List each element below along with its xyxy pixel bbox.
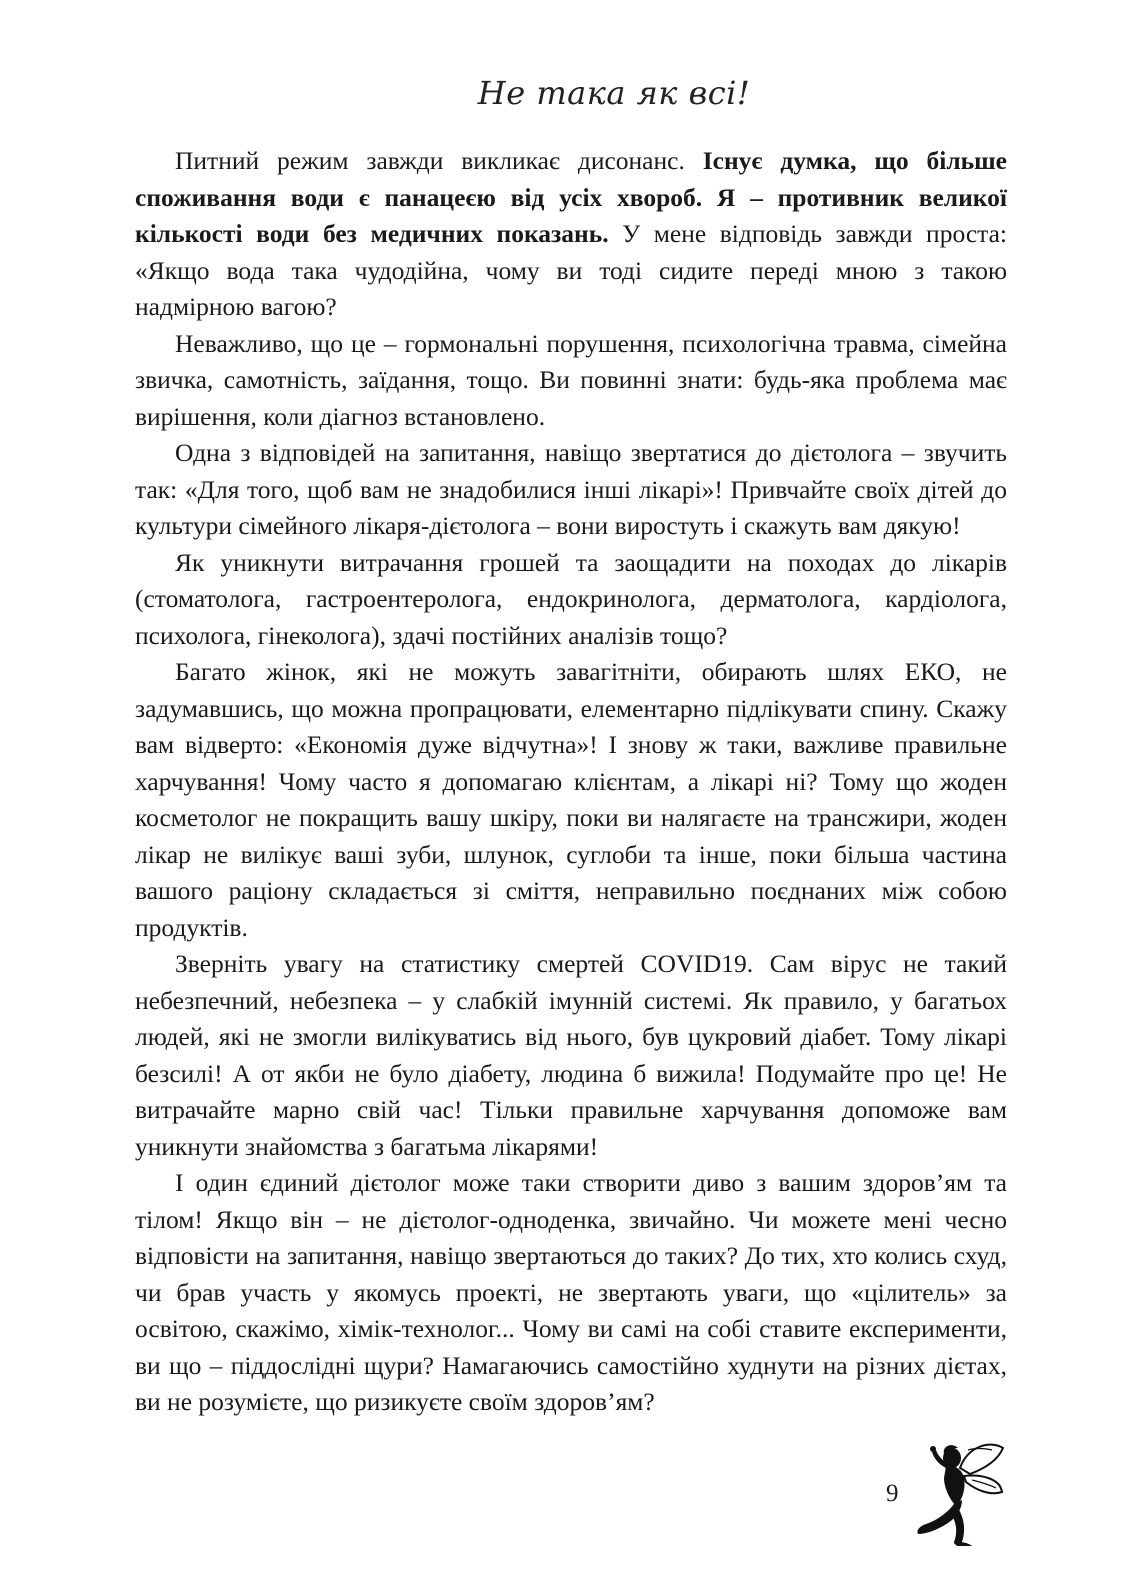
paragraph-3: Одна з відповідей на запитання, навіщо звертатися до дієтолога – звучить так: «Для того, щоб вам не знадобилися інші лікарі»! Привчайте своїх дітей до культури сімейного лікаря-дієтолога – вони виростуть і скажуть вам дякую! <box>135 438 1007 540</box>
running-title: Не така як всі! <box>477 74 751 112</box>
page-number: 9 <box>886 1480 899 1507</box>
paragraph-1: Питний режим завжди викликає дисонанс. Існує думка, що більше споживання води є панацеєю від усіх хвороб. Я – противник великої кількості води без медичних показань. У мене відповідь завжди проста: «Якщо вода така чудодійна, чому ви тоді сидите переді мною з такою надмірною вагою? <box>135 146 1008 321</box>
paragraph-2: Неважливо, що це – гормональні порушення, психологічна травма, сімейна звичка, самотність, заїдання, тощо. Ви повинні знати: будь-яка проблема має вирішення, коли діагноз встановлено. <box>135 328 1007 431</box>
paragraph-6: Зверніть увагу на статистику смертей COVID19. Сам вірус не такий небезпечний, небезпека – у слабкій імунній системі. Як правило, у багатьох людей, які не змогли вилікуватись від нього, був цукровий діабет. Тому лікарі безсилі! А от якби не було діабету, людина б вижила! Подумайте про це! Не витрачайте марно свій час! Тільки правильне харчування допоможе вам уникнути знайомства з багатьма лікарями! <box>135 949 1007 1161</box>
paragraph-4: Як уникнути витрачання грошей та заощадити на походах до лікарів (стоматолога, гастроентеролога, ендокринолога, дерматолога, кардіолога, психолога, гінеколога), здачі постійних аналізів тощо? <box>135 547 1007 650</box>
bold-statement: Існує думка, що більше споживання води є панацеєю від усіх хвороб. Я – противник великої кількості води без медичних показань. <box>135 146 1007 248</box>
paragraph-7: І один єдиний дієтолог може таки створити диво з вашим здоров’ям та тілом! Якщо він – не дієтолог-одноденка, звичайно. Чи можете мені чесно відповісти на запитання, навіщо звертаються до таких? До тих, хто колись схуд, чи брав участь у якомусь проекті, не звертають уваги, що «цілитель» за освітою, скажімо, хімік-технолог... Чому ви самі на собі ставите експерименти, ви що – піддослідні щури? Намагаючись самостійно худнути на різних дієтах, ви не розумієте, що ризикуєте своїм здоров’ям? <box>135 1168 1007 1416</box>
paragraph-5: Багато жінок, які не можуть завагітніти, обирають шлях ЕКО, не задумавшись, що можна пропрацювати, елементарно підлікувати спину. Скажу вам відверто: «Економія дуже відчутна»! І знову ж таки, важливе правильне харчування! Чому часто я допомагаю клієнтам, а лікарі ні? Тому що жоден косметолог не покращить вашу шкіру, поки ви налягаєте на трансжири, жоден лікар не вилікує ваші зуби, шлунок, суглоби та інше, поки більша частина вашого раціону складається зі сміття, неправильно поєднаних між собою продуктів. <box>135 657 1007 942</box>
body-text <box>135 143 1007 1421</box>
fairy-silhouette-icon <box>908 1438 1008 1548</box>
